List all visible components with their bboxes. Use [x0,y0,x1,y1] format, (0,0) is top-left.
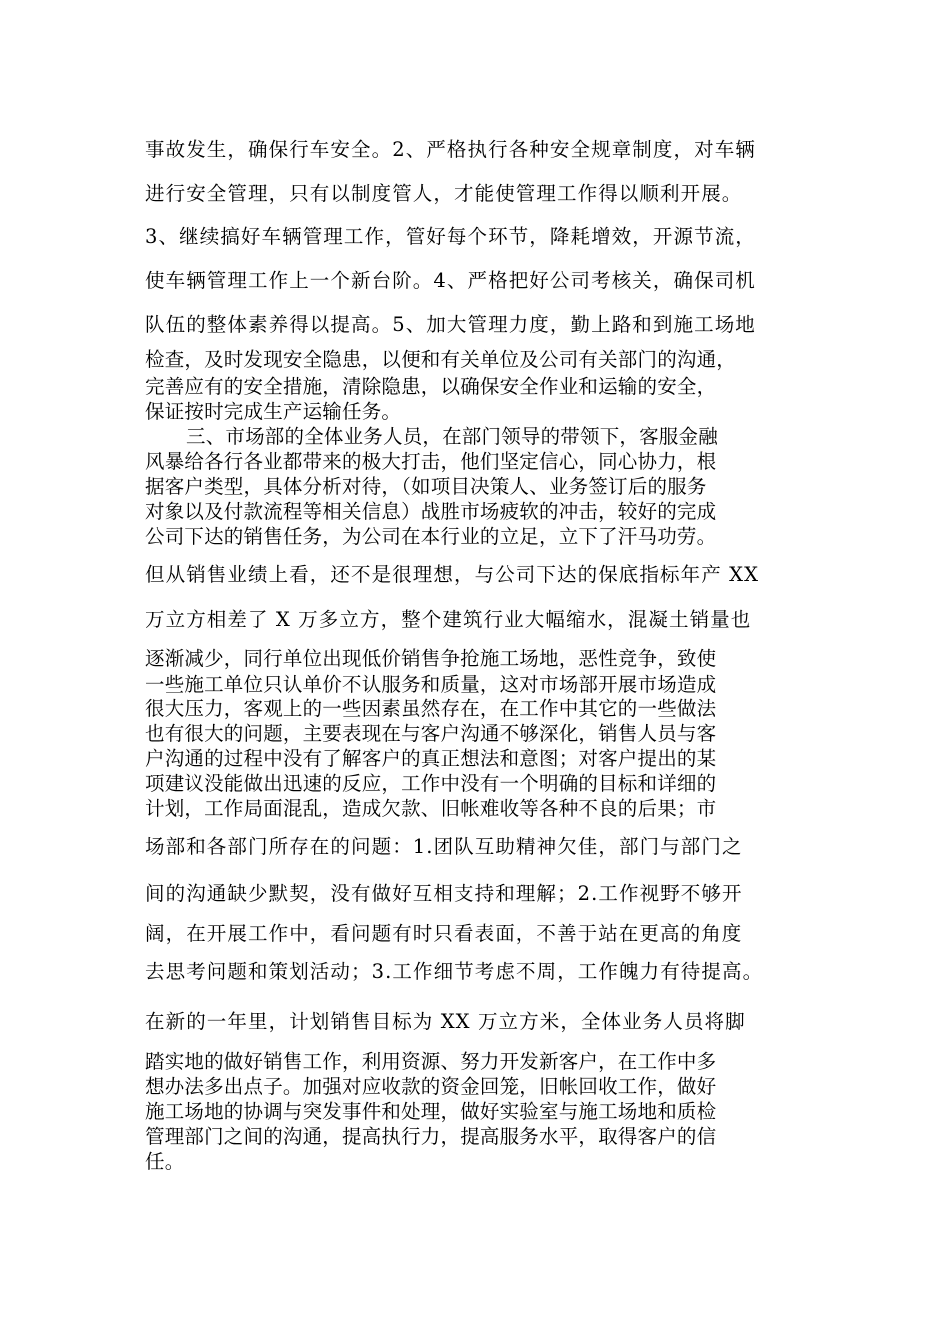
text-line: 场部和各部门所存在的问题：1.团队互助精神欠佳，部门与部门之 [145,835,743,858]
text-line: 保证按时完成生产运输任务。 [145,400,402,423]
text-line: 很大压力，客观上的一些因素虽然存在，在工作中其它的一些做法 [145,697,717,720]
text-line: 公司下达的销售任务，为公司在本行业的立足，立下了汗马功劳。 [145,525,717,548]
text-line: 项建议没能做出迅速的反应，工作中没有一个明确的目标和详细的 [145,772,717,795]
text-line: 任。 [145,1150,185,1173]
text-line: 阔，在开展工作中，看问题有时只看表面，不善于站在更高的角度 [145,922,743,945]
text-line: 管理部门之间的沟通，提高执行力，提高服务水平，取得客户的信 [145,1125,717,1148]
text-line: 检查，及时发现安全隐患，以便和有关单位及公司有关部门的沟通， [145,348,737,371]
text-line: 万立方相差了 X 万多立方，整个建筑行业大幅缩水，混凝土销量也 [145,608,752,631]
text-line: 逐渐减少，同行单位出现低价销售争抢施工场地，恶性竞争，致使 [145,647,717,670]
text-line: 风暴给各行各业都带来的极大打击，他们坚定信心，同心协力，根 [145,450,717,473]
text-line: 但从销售业绩上看，还不是很理想，与公司下达的保底指标年产 XX [145,563,760,586]
text-line: 踏实地的做好销售工作，利用资源、努力开发新客户，在工作中多 [145,1050,717,1073]
text-line: 户沟通的过程中没有了解客户的真正想法和意图；对客户提出的某 [145,747,717,770]
text-line: 计划，工作局面混乱，造成欠款、旧帐难收等各种不良的后果；市 [145,797,717,820]
text-line: 队伍的整体素养得以提高。5、加大管理力度，勤上路和到施工场地 [145,313,756,336]
text-line: 一些施工单位只认单价不认服务和质量，这对市场部开展市场造成 [145,673,717,696]
text-line: 也有很大的问题，主要表现在与客户沟通不够深化，销售人员与客 [145,722,717,745]
text-line: 施工场地的协调与突发事件和处理，做好实验室与施工场地和质检 [145,1100,717,1123]
text-line: 在新的一年里，计划销售目标为 XX 万立方米，全体业务人员将脚 [145,1010,746,1033]
text-line: 使车辆管理工作上一个新台阶。4、严格把好公司考核关，确保司机 [145,269,756,292]
text-line: 进行安全管理，只有以制度管人，才能使管理工作得以顺利开展。 [145,182,743,205]
text-line: 对象以及付款流程等相关信息）战胜市场疲软的冲击，较好的完成 [145,500,717,523]
text-line: 想办法多出点子。加强对应收款的资金回笼，旧帐回收工作，做好 [145,1075,717,1098]
text-line: 事故发生，确保行车安全。2、严格执行各种安全规章制度，对车辆 [145,138,756,161]
text-line: 间的沟通缺少默契，没有做好互相支持和理解；2.工作视野不够开 [145,882,743,905]
text-line: 去思考问题和策划活动；3.工作细节考虑不周，工作魄力有待提高。 [145,960,764,983]
text-line: 三、市场部的全体业务人员，在部门领导的带领下，客服金融 [186,425,718,448]
text-line: 完善应有的安全措施，清除隐患，以确保安全作业和运输的安全， [145,375,717,398]
text-line: 3、继续搞好车辆管理工作，管好每个环节，降耗增效，开源节流， [145,225,756,248]
text-line: 据客户类型，具体分析对待，（如项目决策人、业务签订后的服务 [145,475,707,498]
